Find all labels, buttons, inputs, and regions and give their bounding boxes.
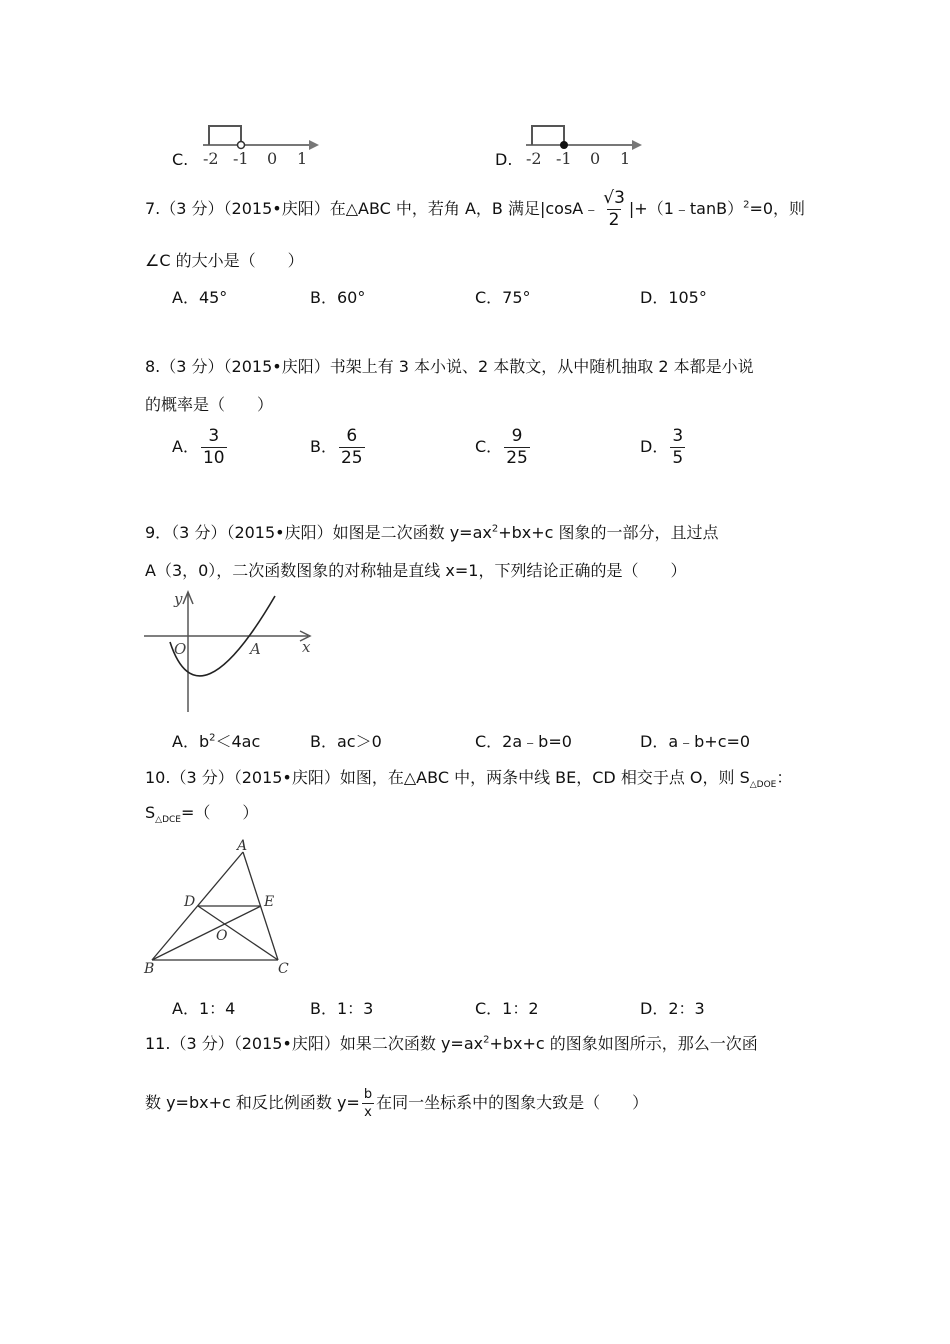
- q6-c-label: C.: [172, 150, 189, 169]
- q8-d-fraction: [670, 428, 685, 467]
- q8-option-b: [310, 428, 367, 467]
- q10-text: 10.（3 分）（2015•庆阳）如图，在△ABC 中，两条中线 BE，CD 相交于点 O，则 S: [145, 768, 750, 787]
- q6-d-tick-0: 0: [590, 149, 601, 168]
- q6-c-tick-m1: -1: [233, 149, 249, 168]
- q11-sup: 2: [483, 1034, 490, 1046]
- q10-option-b: B．1：3: [310, 999, 374, 1018]
- q7-fraction: [601, 190, 627, 229]
- q6-c-tick-0: 0: [267, 149, 278, 168]
- q6-d-tick-1: 1: [620, 149, 631, 168]
- q6-d-tick-m2: -2: [526, 149, 542, 168]
- q7-frac-den: 2: [608, 210, 620, 230]
- q9-option-c: C．2a﹣b=0: [475, 732, 572, 751]
- label-b: B: [144, 961, 155, 977]
- q6-c-tick-m2: -2: [203, 149, 219, 168]
- y-axis-label: y: [174, 590, 183, 608]
- q7-text-pre: 7.（3 分）（2015•庆阳）在△ABC 中，若角 A，B 满足|cosA﹣: [145, 199, 600, 218]
- q11-text-post2: 在同一坐标系中的图象大致是（ ）: [376, 1093, 649, 1112]
- q8-d-num: 3: [672, 426, 684, 446]
- q7-text-end: =0，则: [749, 199, 806, 218]
- q9-a-sup: 2: [209, 732, 216, 744]
- q6-d-label: D.: [495, 150, 513, 169]
- q7-frac-num: √3: [603, 188, 625, 208]
- q8-a-label: A．: [172, 437, 199, 456]
- q9-sup: 2: [491, 523, 499, 535]
- q9-text-pre: 9．（3 分）（2015•庆阳）如图是二次函数 y=ax: [145, 523, 492, 542]
- q10-option-a: A．1：4: [172, 999, 236, 1018]
- label-d: D: [184, 894, 196, 910]
- q11-fraction: [362, 1088, 374, 1119]
- closed-circle: [560, 141, 568, 149]
- q6-c-number-line: [195, 120, 325, 170]
- q7-option-b: B．60°: [310, 288, 366, 307]
- q10-line1: [145, 765, 792, 790]
- q8-a-den: 10: [202, 448, 225, 468]
- q9-line1: [145, 520, 719, 543]
- q10-option-c: C．1：2: [475, 999, 539, 1018]
- q8-c-den: 25: [506, 448, 528, 468]
- q8-c-num: 9: [511, 426, 523, 446]
- q8-c-label: C．: [475, 437, 503, 456]
- q8-b-den: 25: [340, 448, 363, 468]
- q9-option-a: [172, 729, 260, 752]
- q7-line1: [145, 190, 805, 229]
- q11-text-pre: 11.（3 分）（2015•庆阳）如果二次函数 y=ax: [145, 1034, 484, 1053]
- q11-frac-den: x: [364, 1105, 372, 1120]
- q6-d-number-line: [518, 120, 648, 170]
- q8-option-c: [475, 428, 532, 467]
- q8-d-den: 5: [672, 448, 684, 468]
- q7-option-a: A．45°: [172, 288, 228, 307]
- q7-line2: ∠C 的大小是（ ）: [145, 251, 304, 270]
- origin-label: O: [174, 640, 187, 658]
- q8-line1: 8.（3 分）（2015•庆阳）书架上有 3 本小说、2 本散文，从中随机抽取 2 本都是小说: [145, 357, 754, 376]
- q6-d-tick-m1: -1: [556, 149, 572, 168]
- q10-option-d: D．2：3: [640, 999, 705, 1018]
- label-a: A: [237, 838, 248, 854]
- q8-c-fraction: [504, 428, 530, 467]
- q9-parabola-graph: [140, 588, 320, 716]
- q10-triangle-figure: [140, 838, 310, 978]
- q8-b-label: B．: [310, 437, 337, 456]
- q11-line1: [145, 1031, 758, 1054]
- q8-a-fraction: [201, 428, 227, 467]
- q8-b-fraction: [339, 428, 365, 467]
- q8-option-d: [640, 428, 687, 467]
- q10-sub1: △DOE: [749, 780, 777, 791]
- q9-a-pre: A．b: [172, 732, 210, 751]
- label-e: E: [264, 894, 275, 910]
- q9-a-post: ＜4ac: [215, 732, 261, 751]
- q7-text-post: |+（1﹣tanB）: [628, 199, 744, 218]
- q9-text-post: +bx+c 图象的一部分，且过点: [498, 523, 719, 542]
- q10-sub2: △DCE: [155, 815, 181, 826]
- q7-option-c: C．75°: [475, 288, 531, 307]
- label-o: O: [216, 928, 228, 944]
- label-c: C: [278, 961, 289, 977]
- q11-line2: [145, 1088, 648, 1119]
- open-circle: [238, 142, 245, 149]
- q10-s: S: [145, 803, 156, 822]
- q8-d-label: D．: [640, 437, 669, 456]
- q10-text-post: =（ ）: [180, 803, 259, 822]
- q11-text-post: +bx+c 的图象如图所示，那么一次函: [489, 1034, 758, 1053]
- q11-text-pre2: 数 y=bx+c 和反比例函数 y=: [145, 1093, 360, 1112]
- q8-b-num: 6: [346, 426, 358, 446]
- point-a-label: A: [250, 640, 261, 658]
- q8-option-a: [172, 428, 229, 467]
- q9-line2: A（3，0），二次函数图象的对称轴是直线 x=1，下列结论正确的是（ ）: [145, 561, 687, 580]
- q10-line2: [145, 800, 258, 825]
- q6-c-tick-1: 1: [297, 149, 308, 168]
- q8-a-num: 3: [208, 426, 220, 446]
- q9-option-d: D．a﹣b+c=0: [640, 732, 751, 751]
- x-axis-label: x: [302, 638, 311, 656]
- q9-option-b: B．ac＞0: [310, 732, 382, 751]
- q7-option-d: D．105°: [640, 288, 707, 307]
- q10-text-end: ：: [776, 768, 793, 787]
- q7-sup: 2: [743, 199, 750, 211]
- q8-line2: 的概率是（ ）: [145, 395, 274, 414]
- q11-frac-num: b: [363, 1087, 373, 1102]
